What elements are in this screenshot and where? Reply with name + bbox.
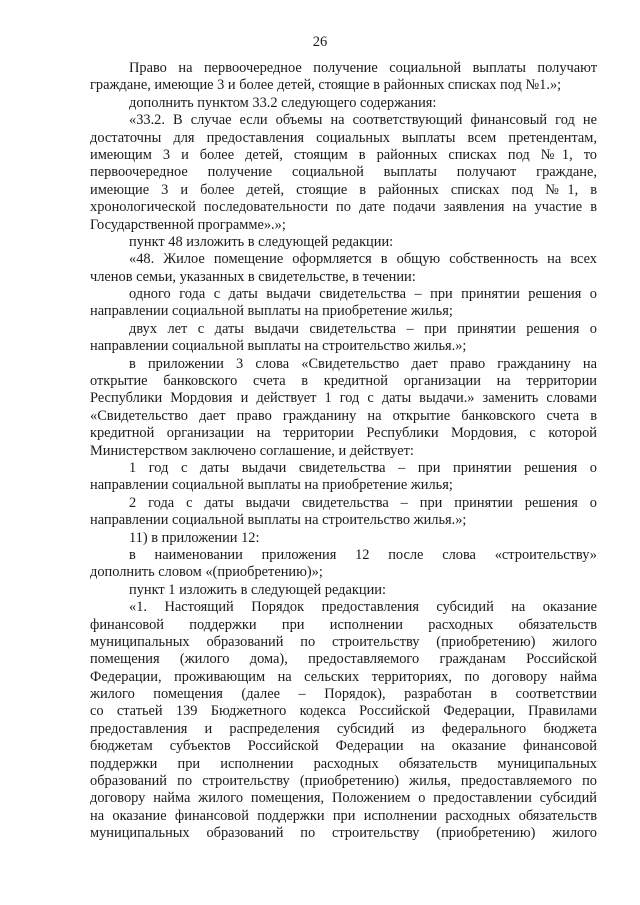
text-line: предоставления и распределения субсидий из федерального бюджета	[90, 720, 597, 737]
text-line: в наименовании приложения 12 после слова «строительству»	[129, 546, 597, 563]
text-line: Право на первоочередное получение социальной выплаты получают	[129, 60, 597, 76]
text-line: направлении социальной выплаты на строительство жилья.»;	[90, 512, 467, 529]
text-line: двух лет с даты выдачи свидетельства – при принятии решения о	[129, 320, 597, 337]
text-line: кредитной организации на территории Республики Мордовия, с которой	[90, 425, 597, 442]
text-line: граждане, имеющие 3 и более детей, стоящие в районных списках под №1.»;	[90, 77, 562, 94]
text-line: пункт 1 изложить в следующей редакции:	[129, 581, 386, 598]
text-line: в приложении 3 слова «Свидетельство дает право гражданину на	[129, 355, 597, 372]
text-line: муниципальных образований по строительству (приобретению) жилого	[90, 633, 597, 650]
text-line: помещения (жилого дома), предоставляемого гражданам Российской	[90, 651, 597, 668]
text-line: на оказание финансовой поддержки при исполнении расходных обязательств	[90, 807, 597, 824]
text-line: образований по строительству (приобретению) жилья, предоставляемого по	[90, 773, 597, 790]
text-line: членов семьи, указанных в свидетельстве, в течении:	[90, 268, 416, 285]
page-number: 26	[312, 34, 328, 50]
text-line: Министерством заключено соглашение, и действует:	[90, 442, 414, 459]
text-line: направлении социальной выплаты на приобретение жилья;	[90, 303, 453, 320]
text-line: направлении социальной выплаты на строительство жилья.»;	[90, 338, 467, 355]
text-line: финансовой поддержки при исполнении расходных обязательств	[90, 616, 597, 633]
text-line: достаточны для предоставления социальных выплаты всем претендентам,	[90, 129, 597, 146]
text-line: имеющие 3 и более детей, стоящие в районных списках под №1, в	[90, 181, 597, 198]
text-line: Государственной программе».»;	[90, 216, 286, 233]
text-line: жилого помещения (далее – Порядок), разработан в соответствии	[90, 686, 597, 703]
text-line: «1. Настоящий Порядок предоставления субсидий на оказание	[129, 599, 597, 616]
text-line: 1 год с даты выдачи свидетельства – при принятии решения о	[129, 459, 597, 476]
text-line: имеющим 3 и более детей, стоящим в районных списках под №1, то	[90, 146, 597, 163]
text-line: 2 года с даты выдачи свидетельства – при принятии решения о	[129, 494, 597, 511]
text-line: пункт 48 изложить в следующей редакции:	[129, 233, 394, 250]
text-line: 11) в приложении 12:	[129, 529, 260, 546]
text-line: «33.2. В случае если объемы на соответствующий финансовый год не	[129, 112, 597, 129]
text-line: бюджетам субъектов Российской Федерации на оказание финансовой	[90, 738, 597, 755]
document-body	[90, 60, 597, 843]
text-line: поддержки при исполнении расходных обязательств муниципальных	[90, 755, 597, 772]
text-line: договору найма жилого помещения, Положением о предоставлении субсидий	[90, 790, 597, 807]
text-line: дополнить словом «(приобретению)»;	[90, 564, 323, 581]
text-line: одного года с даты выдачи свидетельства – при принятии решения о	[129, 286, 597, 303]
text-line: со статьей 139 Бюджетного кодекса Российской Федерации, Правилами	[90, 703, 597, 720]
text-line: «48. Жилое помещение оформляется в общую собственность на всех	[129, 251, 597, 268]
text-line: направлении социальной выплаты на приобретение жилья;	[90, 477, 453, 494]
text-line: первоочередное получение социальной выплаты получают граждане,	[90, 164, 597, 181]
text-line: открытие банковского счета в кредитной организации на территории	[90, 373, 597, 390]
text-line: дополнить пунктом 33.2 следующего содержания:	[129, 94, 437, 111]
text-line: Республики Мордовия и действует 1 год с даты выдачи.» заменить словами	[90, 390, 597, 407]
text-line: хронологической последовательности по дате подачи заявления на участие в	[90, 199, 597, 216]
text-line: Федерации, проживающим на сельских территориях, по договору найма	[90, 668, 597, 685]
text-line: «Свидетельство дает право гражданину на открытие банковского счета в	[90, 407, 597, 424]
text-line: муниципальных образований по строительству (приобретению) жилого	[90, 825, 597, 842]
